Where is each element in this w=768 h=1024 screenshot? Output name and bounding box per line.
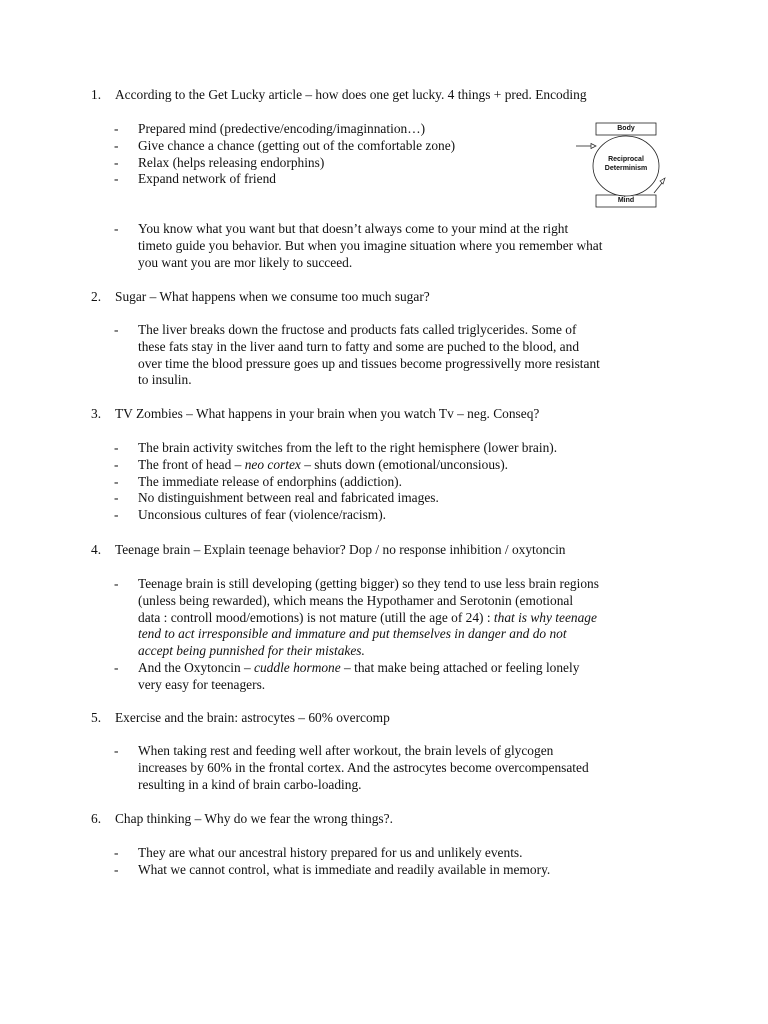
question-2-list (114, 322, 684, 389)
reciprocal-determinism-diagram (574, 120, 669, 212)
list-item: - What we cannot control, what is immediate and readily available in memory. (114, 861, 551, 877)
question-number: 1. (91, 87, 102, 102)
list-item: - And the Oxytoncin – cuddle hormone – that make being attached or feeling lonely very easy for teenagers. (114, 659, 580, 692)
diagram-body-label: Body (617, 125, 635, 132)
question-title: Sugar – What happens when we consume too much sugar? (115, 289, 430, 304)
diagram-center-label-1: Reciprocal (608, 156, 644, 163)
question-title: According to the Get Lucky article – how does one get lucky. 4 things + pred. Encoding (115, 87, 587, 102)
question-title: Chap thinking – Why do we fear the wrong things?. (115, 811, 393, 826)
question-number: 2. (91, 289, 102, 304)
diagram-center-label-2: Determinism (604, 165, 648, 172)
list-item: - Relax (helps releasing endorphins) (114, 154, 325, 170)
list-item: - Give chance a chance (getting out of the comfortable zone) (114, 137, 456, 153)
question-number: 5. (91, 710, 102, 725)
list-item: - The brain activity switches from the left to the right hemisphere (lower brain). (114, 440, 558, 455)
list-item: - Teenage brain is still developing (getting bigger) so they tend to use less brain regions (unless being rewarded), which means the Hypothamer and Serotonin (emotional data : controll mood/emotions) is not mature (utill the age of 24) : that is why teenage tend to act irresponsible and immature and put themselves in danger and do not accept being punnished for their mistakes. (114, 576, 599, 659)
list-item: - They are what our ancestral history prepared for us and unlikely events. (114, 845, 523, 860)
question-6-list (114, 845, 684, 879)
question-1-list-2 (114, 221, 684, 271)
question-5-list (114, 743, 684, 793)
list-item: - The immediate release of endorphins (addiction). (114, 473, 402, 489)
list-item: - The front of head – neo cortex – shuts down (emotional/unconsious). (114, 456, 509, 472)
question-3-list (114, 440, 684, 524)
list-item: - You know what you want but that doesn’t always come to your mind at the right timeto guide you behavior. But when you imagine situation where you remember what you want you are mor likely to succeed. (114, 221, 603, 270)
list-item: - When taking rest and feeding well after workout, the brain levels of glycogen increases by 60% in the frontal cortex. And the astrocytes become overcompensated resulting in a kind of brain carbo-loading. (114, 743, 589, 792)
list-item: - No distinguishment between real and fabricated images. (114, 490, 439, 506)
question-title: TV Zombies – What happens in your brain when you watch Tv – neg. Conseq? (115, 406, 540, 421)
list-item: - Expand network of friend (114, 171, 276, 187)
question-number: 3. (91, 406, 102, 421)
question-title: Teenage brain – Explain teenage behavior? Dop / no response inhibition / oxytoncin (115, 542, 566, 557)
question-title: Exercise and the brain: astrocytes – 60% overcomp (115, 710, 390, 725)
diagram-mind-label: Mind (617, 197, 635, 204)
question-number: 4. (91, 542, 102, 557)
list-item: - Unconsious cultures of fear (violence/racism). (114, 507, 387, 523)
list-item: - Prepared mind (predective/encoding/imaginnation…) (114, 121, 426, 136)
question-4-list (114, 576, 684, 694)
list-item: - The liver breaks down the fructose and products fats called triglycerides. Some of these fats stay in the liver aand turn to fatty and some are puched to the blood, and over time the blood pressure goes up and tissues become progressivelly more resistant to insulin. (114, 322, 600, 388)
question-number: 6. (91, 811, 102, 826)
